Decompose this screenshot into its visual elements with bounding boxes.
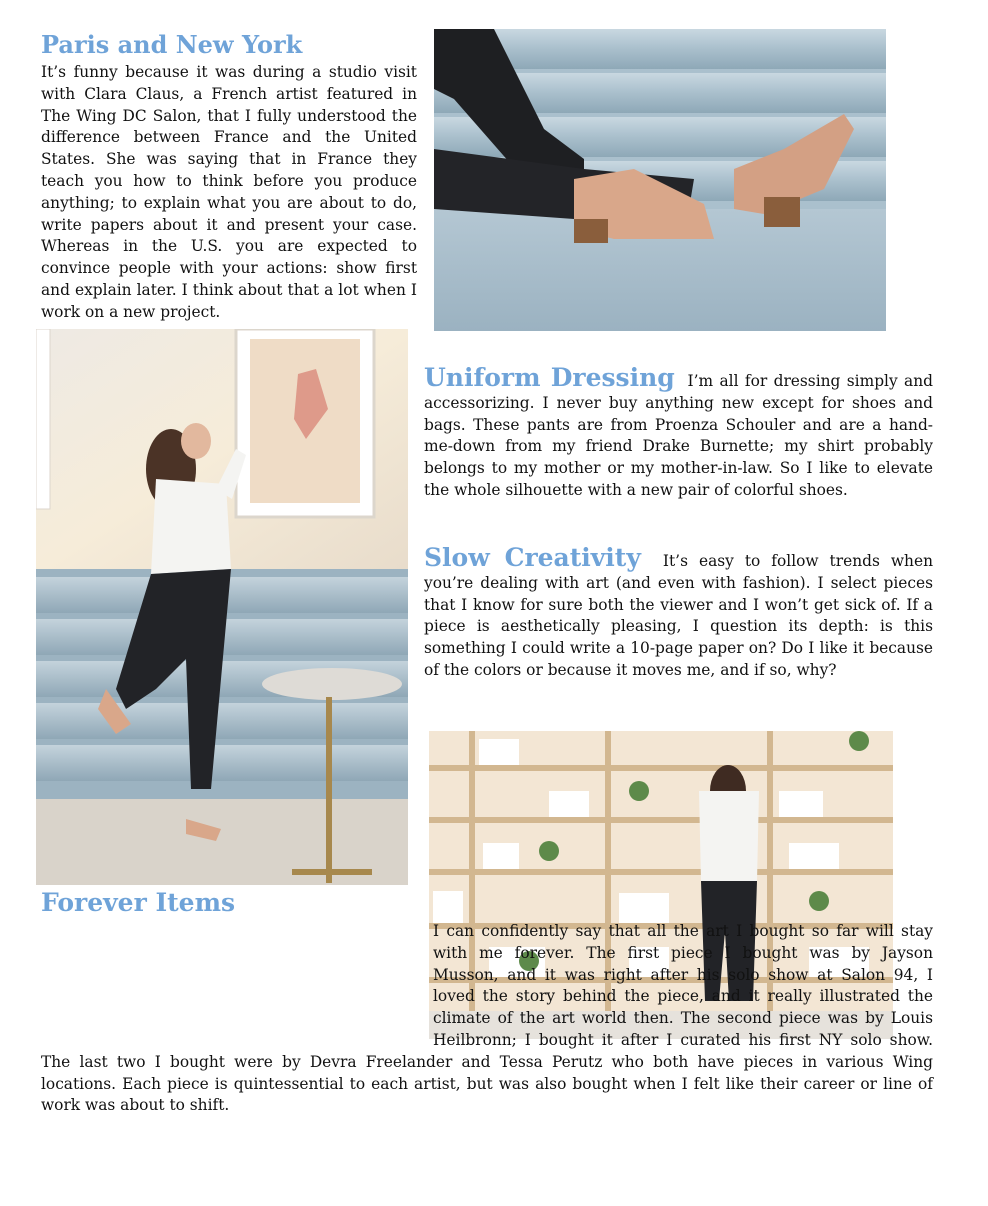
paragraph-uniform-dressing: I’m all for dressing simply and accessorizing. I never buy anything new except for shoes and bags. These pants are from Proenza Schouler and are a hand-me-down from my friend Drake Burnette; my shirt probably belongs to my mother or my mother-in-law. So I like to elevate the whole silhouette with a new pair of colorful shoes.	[424, 372, 933, 499]
paragraph-slow-creativity: It’s easy to follow trends when you’re dealing with art (and even with fashion). I select pieces that I know for sure both the viewer and I won’t get sick of. If a piece is aesthetically pleasing, I question its depth: is this something I could write a 10-page paper on? Do I like it because of the colors or because it moves me, and if so, why?	[424, 552, 933, 679]
text-wrap-spacer	[41, 921, 433, 1051]
heading-forever-items: Forever Items	[41, 888, 236, 917]
paragraph-paris-new-york: It’s funny because it was during a studio visit with Clara Claus, a French artist featured in The Wing DC Salon, that I fully understood the difference between France and the United States. She was saying that in France they teach you how to think before you produce anything; to explain what you are about to do, write papers about it and present your case. Whereas in the U.S. you are expected to convince people with your actions: show first and explain later. I think about that a lot when I work on a new project.	[41, 63, 417, 321]
section-forever-items	[41, 921, 933, 1117]
paragraph-forever-items: I can confidently say that all the art I bought so far will stay with me forever. The first piece I bought was by Jayson Musson, and it was right after his solo show at Salon 94, I loved the story behind the piece, and it really illustrated the climate of the art world then. The second piece was by Louis Heilbronn; I bought it after I curated his first NY solo show. The last two I bought were by Devra Freelander and Tessa Perutz who both have pieces in various Wing locations. Each piece is quintessential to each artist, but was also bought when I felt like their career or line of work was about to shift.	[41, 922, 933, 1115]
section-uniform-dressing	[424, 363, 933, 502]
section-paris-new-york	[41, 30, 417, 324]
heading-slow-creativity: Slow Creativity	[424, 543, 641, 572]
photo-woman-hanging-art	[36, 329, 408, 885]
photo-shoes-on-bench	[434, 29, 886, 331]
heading-paris-new-york: Paris and New York	[41, 30, 303, 59]
heading-uniform-dressing: Uniform Dressing	[424, 363, 675, 392]
section-slow-creativity	[424, 543, 933, 682]
